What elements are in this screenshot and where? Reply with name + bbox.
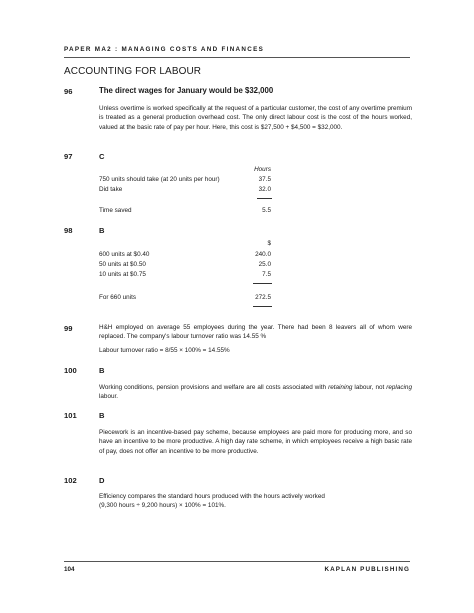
q97-row-value: 37.5 <box>258 176 271 183</box>
question-101-number: 101 <box>64 411 77 420</box>
q98-row-label: 50 units at $0.50 <box>99 261 146 268</box>
question-102-calculation: (9,300 hours ÷ 9,200 hours) × 100% = 101%. <box>99 502 226 509</box>
footer-rule <box>64 561 410 562</box>
q98-row-label: 10 units at $0.75 <box>99 271 146 278</box>
hours-column-header: Hours <box>254 166 271 173</box>
question-96-heading: The direct wages for January would be $32,000 <box>99 86 274 95</box>
section-title: ACCOUNTING FOR LABOUR <box>64 66 202 77</box>
question-101-explanation: Piecework is an incentive-based pay scheme, because employees are paid more for producing more, and so have an incentive to be more productive. A high day rate scheme, in which employees receive a high basic rate of pay, does not offer an incentive to be more productive. <box>99 429 412 455</box>
question-102-number: 102 <box>64 476 77 485</box>
question-102-answer: D <box>99 476 105 485</box>
q98-row-label: 600 units at $0.40 <box>99 251 150 258</box>
question-100-answer: B <box>99 366 105 375</box>
running-header: PAPER MA2 : MANAGING COSTS AND FINANCES <box>64 46 265 53</box>
question-100-explanation: Working conditions, pension provisions and welfare are all costs associated with retaining labour, not replacing labour. <box>99 384 412 401</box>
dollar-column-header: $ <box>267 240 271 247</box>
question-97-answer: C <box>99 152 105 161</box>
question-99-number: 99 <box>64 324 73 333</box>
question-99-formula: Labour turnover ratio = 8/55 × 100% = 14.55% <box>99 347 230 354</box>
publisher-name: KAPLAN PUBLISHING <box>324 566 410 573</box>
q97-row-value: 32.0 <box>258 186 271 193</box>
subtotal-rule <box>253 283 272 284</box>
q97-total-label: Time saved <box>99 207 132 214</box>
q98-row-value: 7.5 <box>262 271 271 278</box>
page-number: 104 <box>64 566 75 573</box>
q98-row-value: 25.0 <box>258 261 271 268</box>
question-97-number: 97 <box>64 152 73 161</box>
total-rule <box>253 306 272 307</box>
q98-row-value: 240.0 <box>255 251 271 258</box>
question-96-explanation: Unless overtime is worked specifically at the request of a particular customer, the cost of any overtime premium is treated as a general production overhead cost. The only direct labour cost is the cost of the hours worked, valued at the basic rate of pay per hour. Here, this cost is $27,500 + $4,500 = $32,000. <box>99 105 412 131</box>
q97-row-label: 750 units should take (at 20 units per hour) <box>99 176 220 183</box>
question-96-number: 96 <box>64 87 73 96</box>
q98-total-label: For 660 units <box>99 294 137 301</box>
q97-row-label: Did take <box>99 186 123 193</box>
question-98-answer: B <box>99 226 105 235</box>
question-99-explanation: H&H employed on average 55 employees during the year. There had been 8 leavers all of whom were replaced. The company's labour turnover ratio was 14.55 % <box>99 324 412 341</box>
question-101-answer: B <box>99 411 105 420</box>
header-rule <box>64 57 410 58</box>
question-100-number: 100 <box>64 366 77 375</box>
q98-total-value: 272.5 <box>255 294 271 301</box>
question-98-number: 98 <box>64 226 73 235</box>
q97-total-value: 5.5 <box>262 207 271 214</box>
subtotal-rule <box>257 198 272 199</box>
question-102-explanation-line: Efficiency compares the standard hours produced with the hours actively worked <box>99 493 325 500</box>
